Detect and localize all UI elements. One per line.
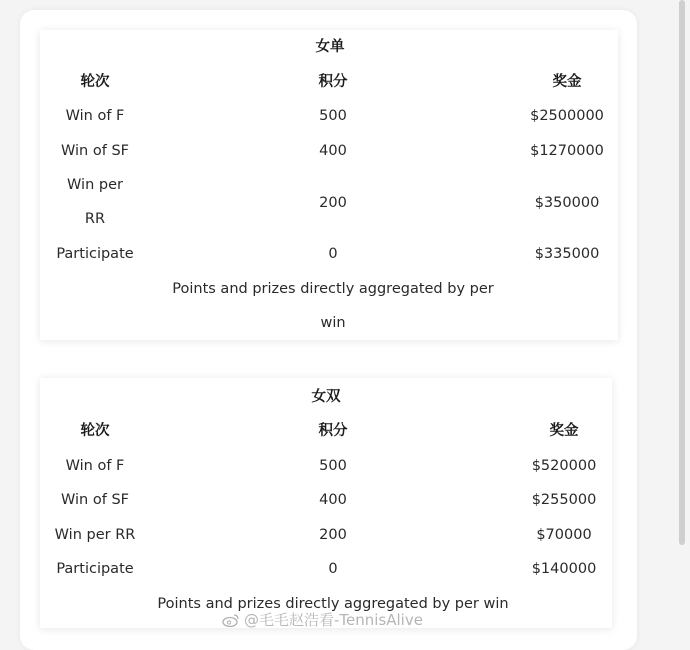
- singles-row-3-points: 200: [319, 195, 347, 211]
- singles-row-2-points: 400: [319, 143, 347, 159]
- singles-row-2-prize: $1270000: [530, 143, 604, 159]
- doubles-note: Points and prizes directly aggregated by per win: [157, 596, 509, 612]
- singles-row-4-round: Participate: [56, 246, 134, 262]
- singles-header-points: 积分: [318, 74, 348, 90]
- singles-row-2-round: Win of SF: [61, 143, 129, 159]
- watermark-text: @毛毛赵浩看-TennisAlive: [244, 611, 423, 629]
- singles-header-round: 轮次: [80, 74, 110, 90]
- watermark: [222, 611, 423, 629]
- scrollbar-thumb[interactable]: [679, 0, 685, 545]
- doubles-title: 女双: [311, 389, 341, 405]
- doubles-header-points: 积分: [318, 423, 348, 439]
- singles-row-1-round: Win of F: [65, 108, 125, 124]
- doubles-row-3-round: Win per RR: [54, 527, 136, 543]
- singles-row-4-points: 0: [328, 246, 338, 262]
- doubles-row-2-prize: $255000: [531, 492, 597, 508]
- doubles-row-2-points: 400: [319, 492, 347, 508]
- doubles-row-4-round: Participate: [56, 561, 134, 577]
- doubles-row-1-prize: $520000: [531, 458, 597, 474]
- singles-header-prize: 奖金: [552, 74, 582, 90]
- doubles-row-1-points: 500: [319, 458, 347, 474]
- singles-row-1-prize: $2500000: [530, 108, 604, 124]
- singles-row-1-points: 500: [319, 108, 347, 124]
- singles-row-4-prize: $335000: [534, 246, 600, 262]
- doubles-row-2-round: Win of SF: [61, 492, 129, 508]
- doubles-header-prize: 奖金: [549, 423, 579, 439]
- singles-row-3-round-line2: RR: [84, 211, 106, 227]
- singles-note-line1: Points and prizes directly aggregated by per: [172, 281, 494, 297]
- doubles-row-4-points: 0: [328, 561, 338, 577]
- doubles-row-1-round: Win of F: [65, 458, 125, 474]
- singles-note-line2: win: [320, 315, 346, 331]
- doubles-header-round: 轮次: [80, 423, 110, 439]
- doubles-row-4-prize: $140000: [531, 561, 597, 577]
- doubles-row-3-prize: $70000: [536, 527, 592, 543]
- doubles-row-3-points: 200: [319, 527, 347, 543]
- singles-row-3-round-line1: Win per: [67, 177, 123, 193]
- singles-row-3-prize: $350000: [534, 195, 600, 211]
- weibo-icon: [222, 613, 240, 627]
- singles-title: 女单: [315, 39, 345, 55]
